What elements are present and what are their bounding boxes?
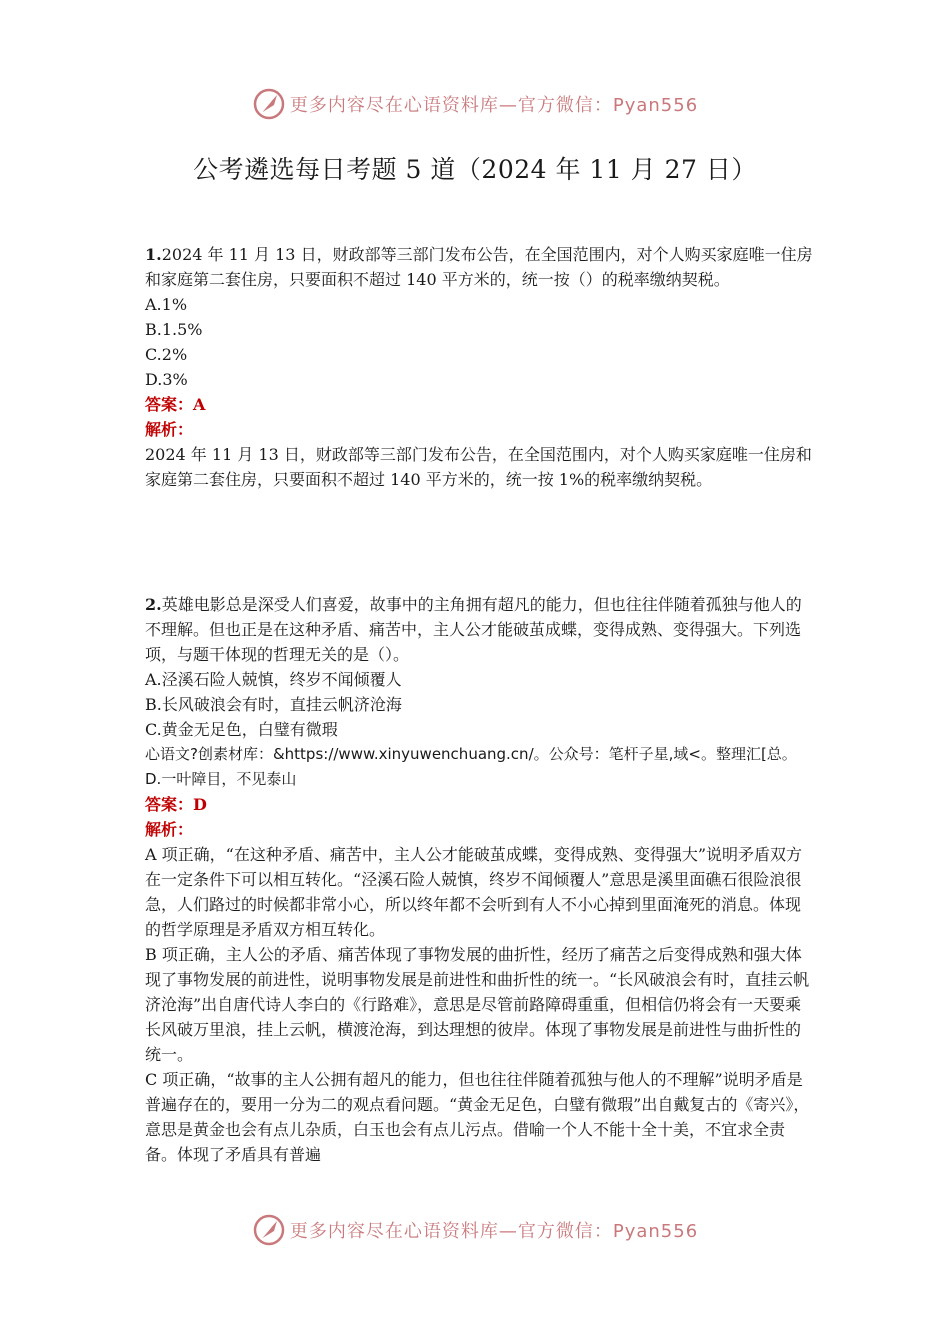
question-1-analysis: 2024 年 11 月 13 日，财政部等三部门发布公告，在全国范围内，对个人购买家庭唯一住房和家庭第二套住房，只要面积不超过 140 平方米的，统一按 1%的税率缴纳契税。 bbox=[145, 445, 812, 489]
question-2-stem: 2.英雄电影总是深受人们喜爱，故事中的主角拥有超凡的能力，但也往往伴随着孤独与他人的不理解。但也正是在这种矛盾、痛苦中，主人公才能破茧成蝶，变得成熟、变得强大。下列选项，与题干体现的哲理无关的是（）。 bbox=[145, 595, 802, 664]
footer-banner bbox=[0, 1208, 950, 1252]
source-watermark-line: 心语文?创素材库：&https://www.xinyuwenchuang.cn/。公众号：笔杆子星,域<。整理汇[总。D.一叶障目，不见泰山 bbox=[145, 745, 797, 788]
option-c: C.2% bbox=[145, 345, 188, 364]
question-1-analysis-label: 解析： bbox=[145, 420, 194, 439]
question-1 bbox=[145, 242, 813, 492]
analysis-a: A 项正确，“在这种矛盾、痛苦中，主人公才能破茧成蝶，变得成熟、变得强大”说明矛盾双方在一定条件下可以相互转化。“泾溪石险人兢慎，终岁不闻倾覆人”意思是溪里面礁石很险浪很急，人们路过的时候都非常小心，所以终年都不会听到有人不小心掉到里面淹死的消息。体现的哲学原理是矛盾双方相互转化。 bbox=[145, 845, 803, 939]
quill-logo-icon bbox=[252, 87, 286, 121]
option-d: D.3% bbox=[145, 370, 188, 389]
option-a: A.1% bbox=[145, 295, 188, 314]
question-2-analysis-label: 解析： bbox=[145, 820, 194, 839]
footer-banner-text: 更多内容尽在心语资料库—官方微信：Pyan556 bbox=[289, 1221, 699, 1242]
question-2-number: 2. bbox=[145, 595, 162, 614]
question-1-number: 1. bbox=[145, 245, 162, 264]
quill-logo-icon bbox=[252, 1213, 286, 1247]
header-banner bbox=[0, 82, 950, 126]
page-title: 公考遴选每日考题 5 道（2024 年 11 月 27 日） bbox=[193, 155, 757, 184]
question-1-answer: 答案：A bbox=[145, 395, 206, 414]
option-b: B.长风破浪会有时，直挂云帆济沧海 bbox=[145, 695, 402, 714]
question-1-stem: 1.2024 年 11 月 13 日，财政部等三部门发布公告，在全国范围内，对个人购买家庭唯一住房和家庭第二套住房，只要面积不超过 140 平方米的，统一按（）的税率缴纳契税。 bbox=[145, 245, 813, 289]
analysis-b: B 项正确，主人公的矛盾、痛苦体现了事物发展的曲折性，经历了痛苦之后变得成熟和强大体现了事物发展的前进性，说明事物发展是前进性和曲折性的统一。“长风破浪会有时，直挂云帆济沧海”出自唐代诗人李白的《行路难》，意思是尽管前路障碍重重，但相信仍将会有一天要乘长风破万里浪，挂上云帆，横渡沧海，到达理想的彼岸。体现了事物发展是前进性与曲折性的统一。 bbox=[145, 945, 810, 1064]
option-a: A.泾溪石险人兢慎，终岁不闻倾覆人 bbox=[145, 670, 402, 689]
question-2 bbox=[145, 592, 813, 1167]
question-2-answer: 答案：D bbox=[145, 795, 207, 814]
header-banner-text: 更多内容尽在心语资料库—官方微信：Pyan556 bbox=[289, 95, 699, 116]
analysis-c: C 项正确，“故事的主人公拥有超凡的能力，但也往往伴随着孤独与他人的不理解”说明矛盾是普遍存在的，要用一分为二的观点看问题。“黄金无足色，白璧有微瑕”出自戴复古的《寄兴》，意思是黄金也会有点儿杂质，白玉也会有点儿污点。借喻一个人不能十全十美，不宜求全责备。体现了矛盾具有普遍 bbox=[145, 1070, 810, 1164]
option-c: C.黄金无足色，白璧有微瑕 bbox=[145, 720, 338, 739]
option-b: B.1.5% bbox=[145, 320, 203, 339]
